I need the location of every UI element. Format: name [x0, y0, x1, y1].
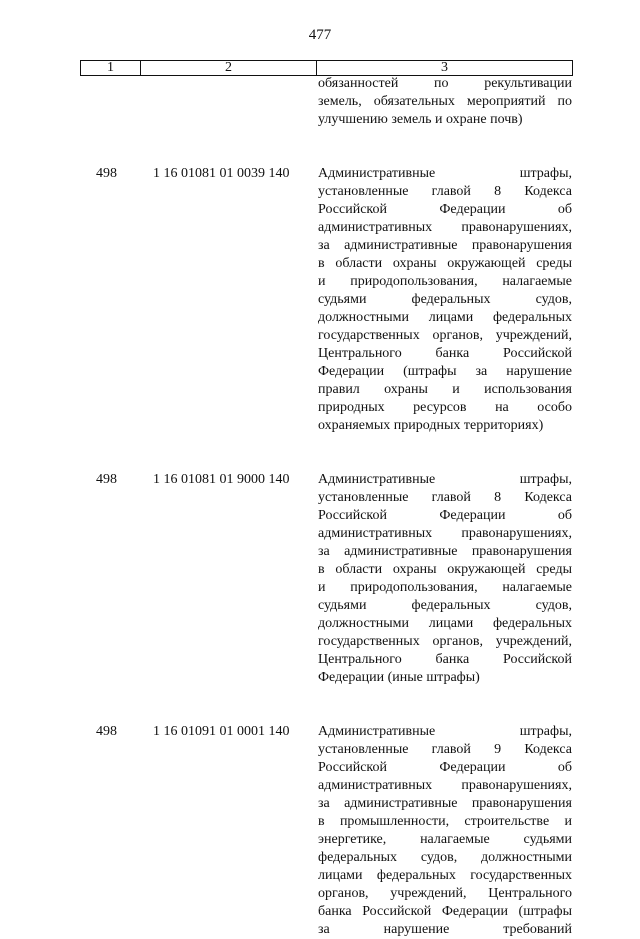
text-word: за	[318, 238, 330, 253]
text-line	[318, 831, 572, 849]
description-text	[318, 165, 572, 435]
text-word: об	[557, 202, 572, 217]
text-word: Кодекса	[524, 490, 572, 505]
text-word: среды	[536, 256, 572, 271]
text-word: налагаемые	[420, 832, 490, 847]
text-word: штрафы,	[519, 472, 572, 487]
table-header-row	[80, 60, 573, 76]
text-word: природопользования,	[350, 274, 478, 289]
text-line	[318, 903, 572, 921]
text-word: в	[318, 256, 325, 271]
row-number: 498	[96, 472, 117, 487]
text-word: судов,	[535, 292, 572, 307]
text-word: учреждений,	[390, 886, 467, 901]
text-word: Российской	[318, 202, 387, 217]
text-word: охраняемых природных территориях)	[318, 418, 544, 433]
text-word: и	[318, 274, 326, 289]
text-word: 8	[494, 490, 502, 505]
header-cell-2: 2	[141, 61, 317, 75]
text-word: Федерации	[439, 508, 506, 523]
text-word: федеральных	[492, 310, 572, 325]
text-word: судьями	[523, 832, 572, 847]
text-line	[318, 327, 572, 345]
text-word: Кодекса	[524, 742, 572, 757]
text-word: правонарушения	[471, 796, 572, 811]
text-line	[318, 885, 572, 903]
text-line	[318, 579, 572, 597]
text-word: охраны	[392, 562, 437, 577]
text-word: правил	[318, 382, 360, 397]
text-word: судов,	[535, 598, 572, 613]
text-word: и	[318, 580, 326, 595]
text-word: земель,	[318, 94, 362, 109]
text-word: области	[335, 562, 383, 577]
text-word: административные	[344, 796, 458, 811]
text-line	[318, 813, 572, 831]
text-line	[318, 471, 572, 489]
text-word: энергетике,	[318, 832, 387, 847]
text-line	[318, 795, 572, 813]
text-word: федеральных	[411, 598, 491, 613]
text-word: лицами	[428, 616, 474, 631]
text-line	[318, 93, 572, 111]
text-word: природопользования,	[350, 580, 478, 595]
text-word: федеральных	[492, 616, 572, 631]
text-line	[318, 615, 572, 633]
text-word: в	[318, 814, 325, 829]
text-word: органов,	[432, 328, 483, 343]
description-text	[318, 723, 572, 939]
text-word: Административные	[318, 166, 436, 181]
text-word: штрафы,	[519, 166, 572, 181]
text-word: охраны	[384, 382, 428, 397]
text-word: области	[335, 256, 383, 271]
text-line	[318, 255, 572, 273]
row-number: 498	[96, 166, 117, 181]
text-word: Центрального	[488, 886, 572, 901]
text-word: использования	[484, 382, 572, 397]
text-word: (штрафы	[403, 364, 457, 379]
text-word: должностными	[318, 616, 410, 631]
text-word: административные	[344, 238, 458, 253]
text-word: Административные	[318, 724, 436, 739]
text-word: улучшению земель и охране почв)	[318, 112, 523, 127]
text-word: учреждений,	[495, 634, 572, 649]
text-word: обязательных	[373, 94, 455, 109]
text-word: среды	[536, 562, 572, 577]
text-word: Кодекса	[524, 184, 572, 199]
text-word: и	[564, 814, 572, 829]
text-word: налагаемые	[502, 274, 572, 289]
text-word: органов,	[432, 634, 483, 649]
text-line	[318, 759, 572, 777]
header-cell-1: 1	[81, 61, 141, 75]
text-word: административных	[318, 526, 433, 541]
text-word: Федерации	[441, 904, 508, 919]
text-word: учреждений,	[495, 328, 572, 343]
text-line	[318, 489, 572, 507]
text-word: Федерации	[439, 760, 506, 775]
text-line	[318, 345, 572, 363]
text-line	[318, 165, 572, 183]
text-word: Федерации	[439, 202, 506, 217]
text-line	[318, 669, 572, 687]
text-word: за	[318, 796, 330, 811]
text-word: банка	[435, 346, 470, 361]
text-word: особо	[537, 400, 572, 415]
text-word: штрафы,	[519, 724, 572, 739]
text-word: об	[557, 760, 572, 775]
text-word: ресурсов	[413, 400, 467, 415]
text-line	[318, 219, 572, 237]
text-word: на	[495, 400, 509, 415]
text-line	[318, 561, 572, 579]
row-number: 498	[96, 724, 117, 739]
text-line	[318, 777, 572, 795]
text-word: обязанностей	[318, 76, 399, 91]
classification-code: 1 16 01081 01 9000 140	[153, 472, 290, 487]
text-word: требований	[503, 922, 572, 937]
text-word: строительстве	[464, 814, 550, 829]
text-word: окружающей	[447, 562, 526, 577]
page-number: 477	[308, 27, 332, 43]
text-word: лицами	[428, 310, 474, 325]
text-word: 9	[494, 742, 502, 757]
text-word: федеральных	[376, 868, 456, 883]
text-word: должностными	[318, 310, 410, 325]
text-line	[318, 201, 572, 219]
text-word: и	[452, 382, 460, 397]
text-line	[318, 291, 572, 309]
text-line	[318, 723, 572, 741]
text-word: Центрального	[318, 346, 402, 361]
text-word: банка	[318, 904, 352, 919]
text-word: Российской	[503, 652, 572, 667]
text-line	[318, 75, 572, 93]
text-word: Российской	[503, 346, 572, 361]
text-line	[318, 921, 572, 939]
text-word: правонарушения	[471, 238, 572, 253]
text-word: по	[434, 76, 449, 91]
text-word: Административные	[318, 472, 436, 487]
classification-code: 1 16 01091 01 0001 140	[153, 724, 290, 739]
text-word: Центрального	[318, 652, 402, 667]
text-word: судов,	[420, 850, 458, 865]
text-word: правонарушения	[471, 544, 572, 559]
description-text	[318, 471, 572, 687]
text-line	[318, 363, 572, 381]
text-line	[318, 237, 572, 255]
text-word: государственных	[318, 634, 420, 649]
text-word: (штрафы	[518, 904, 572, 919]
text-word: главой	[431, 490, 471, 505]
text-line	[318, 741, 572, 759]
text-word: по	[557, 94, 572, 109]
text-word: в	[318, 562, 325, 577]
text-line	[318, 597, 572, 615]
header-cell-3: 3	[441, 60, 448, 75]
text-line	[318, 417, 572, 435]
text-word: за	[318, 922, 330, 937]
text-word: установленные	[318, 742, 409, 757]
text-word: органов,	[318, 886, 369, 901]
text-word: установленные	[318, 490, 409, 505]
text-word: нарушение	[506, 364, 572, 379]
text-word: установленные	[318, 184, 409, 199]
text-word: правонарушениях,	[461, 778, 572, 793]
text-word: административных	[318, 778, 433, 793]
text-word: судьями	[318, 292, 367, 307]
text-word: Российской	[362, 904, 432, 919]
text-word: правонарушениях,	[461, 220, 572, 235]
text-line	[318, 543, 572, 561]
text-word: судьями	[318, 598, 367, 613]
text-line	[318, 849, 572, 867]
text-word: налагаемые	[502, 580, 572, 595]
text-line	[318, 309, 572, 327]
text-line	[318, 183, 572, 201]
text-word: государственных	[470, 868, 572, 883]
text-line	[318, 273, 572, 291]
text-line	[318, 867, 572, 885]
text-line	[318, 381, 572, 399]
text-line	[318, 399, 572, 417]
description-text	[318, 75, 572, 129]
text-word: за	[475, 364, 488, 379]
text-word: административные	[344, 544, 458, 559]
text-word: правонарушениях,	[461, 526, 572, 541]
text-word: Федерации	[318, 364, 385, 379]
text-line	[318, 633, 572, 651]
text-word: главой	[431, 742, 471, 757]
text-word: нарушение	[383, 922, 450, 937]
text-word: мероприятий	[466, 94, 546, 109]
text-word: Российской	[318, 508, 387, 523]
text-word: федеральных	[411, 292, 491, 307]
text-word: охраны	[392, 256, 437, 271]
text-word: банка	[435, 652, 470, 667]
text-word: административных	[318, 220, 433, 235]
text-word: федеральных	[318, 850, 398, 865]
text-word: природных	[318, 400, 385, 415]
text-line	[318, 507, 572, 525]
text-line	[318, 111, 572, 129]
classification-code: 1 16 01081 01 0039 140	[153, 166, 290, 181]
text-word: главой	[431, 184, 471, 199]
text-line	[318, 651, 572, 669]
text-word: Федерации (иные штрафы)	[318, 670, 480, 685]
text-word: лицами	[318, 868, 363, 883]
text-word: промышленности,	[339, 814, 450, 829]
text-word: 8	[494, 184, 502, 199]
text-word: рекультивации	[484, 76, 572, 91]
text-word: должностными	[480, 850, 572, 865]
text-word: об	[557, 508, 572, 523]
text-word: окружающей	[447, 256, 526, 271]
text-line	[318, 525, 572, 543]
text-word: Российской	[318, 760, 387, 775]
text-word: государственных	[318, 328, 420, 343]
text-word: за	[318, 544, 330, 559]
